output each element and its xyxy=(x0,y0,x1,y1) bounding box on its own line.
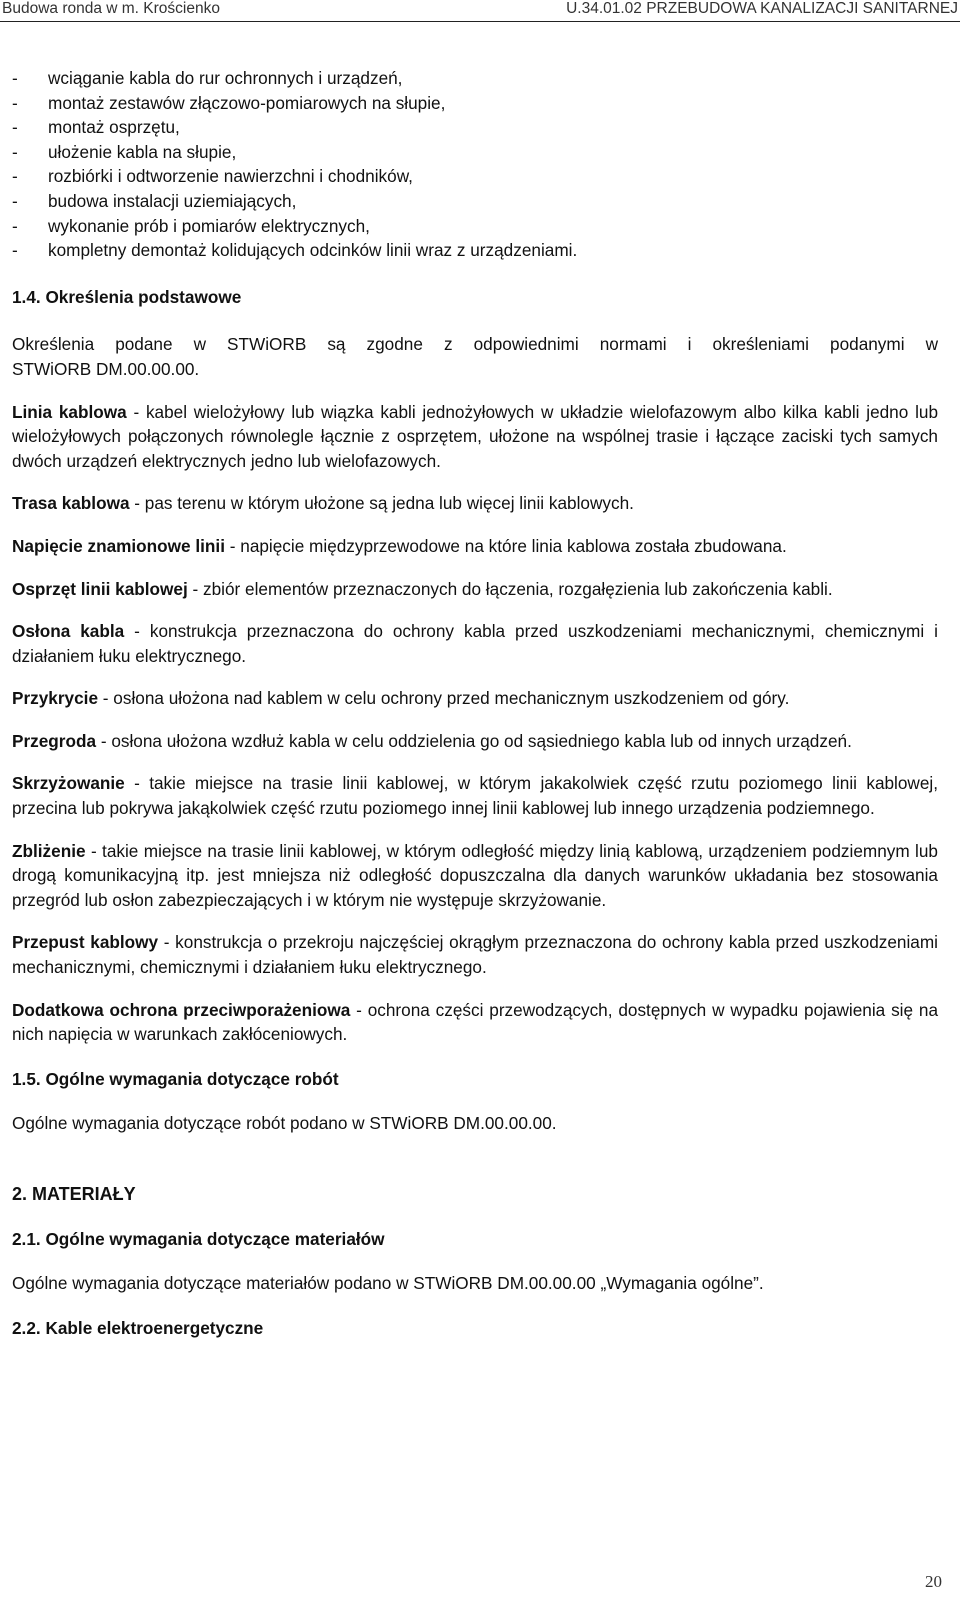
section-heading-2-1: 2.1. Ogólne wymagania dotyczące materiałów xyxy=(12,1228,385,1249)
definition-term: Osprzęt linii kablowej xyxy=(12,578,188,599)
section-1-5-text: Ogólne wymagania dotyczące robót podano w STWiORB DM.00.00.00. xyxy=(12,1113,557,1134)
definition-term: Dodatkowa ochrona przeciwporażeniowa xyxy=(12,999,351,1020)
section-1-4-intro-line1: Określenia podane w STWiORB są zgodne z odpowiednimi normami i określeniami podanymi w xyxy=(12,334,938,355)
list-item xyxy=(12,115,938,140)
definition-trasa-kablowa xyxy=(12,491,938,516)
list-dash: - xyxy=(12,117,18,138)
list-dash: - xyxy=(12,190,18,211)
definition-przegroda xyxy=(12,729,938,754)
header-project-title: Budowa ronda w m. Krościenko xyxy=(2,0,220,17)
definition-dodatkowa-ochrona xyxy=(12,998,938,1047)
definition-osprzet xyxy=(12,577,938,602)
list-dash: - xyxy=(12,68,18,88)
definition-term: Przepust kablowy xyxy=(12,932,159,953)
definition-text: - zbiór elementów przeznaczonych do łączenia, rozgałęzienia lub zakończenia kabli. xyxy=(187,578,833,599)
list-dash: - xyxy=(12,215,18,236)
list-item-text: montaż zestawów złączowo-pomiarowych na słupie, xyxy=(48,92,446,113)
definition-text: - pas terenu w którym ułożone są jedna lub więcej linii kablowych. xyxy=(129,493,634,514)
definition-term: Skrzyżowanie xyxy=(12,773,125,794)
definition-term: Przegroda xyxy=(12,730,97,751)
work-scope-list xyxy=(12,66,938,263)
definition-skrzyzowanie xyxy=(12,771,938,820)
list-item xyxy=(12,164,938,189)
list-item-text: montaż osprzętu, xyxy=(48,117,180,138)
definition-text: - osłona ułożona wzdłuż kabla w celu oddzielenia go od sąsiedniego kabla lub od innych urządzeń. xyxy=(96,730,852,751)
definition-text: - konstrukcja przeznaczona do ochrony kabla przed uszkodzeniami mechanicznymi, chemicznymi i działaniem łuku elektrycznego. xyxy=(12,621,938,666)
list-item-text: budowa instalacji uziemiających, xyxy=(48,190,297,211)
definition-term: Trasa kablowa xyxy=(12,493,130,514)
list-item-text: wciąganie kabla do rur ochronnych i urządzeń, xyxy=(48,68,403,88)
definition-text: - kabel wielożyłowy lub wiązka kabli jednożyłowych w układzie wielofazowym albo kilka kabli jedno lub wielożyłowych połączonych równolegle łącznie z osprzętem, ułożone na wspólnej trasie i łączące zaciski tych samych dwóch urządzeń elektrycznych jedno lub wielofazowych. xyxy=(12,401,939,471)
header-spec-code: U.34.01.02 PRZEBUDOWA KANALIZACJI SANITARNEJ xyxy=(566,0,958,17)
definition-text: - takie miejsce na trasie linii kablowej, w którym jakakolwiek część rzutu poziomego linii kablowej, przecina lub pokrywa jakąkolwiek część rzutu poziomego innej linii kablowej lub innego urządzenia podziemnego. xyxy=(12,773,938,819)
list-item xyxy=(12,66,938,91)
list-dash: - xyxy=(12,166,18,187)
list-item-text: rozbiórki i odtworzenie nawierzchni i chodników, xyxy=(48,166,413,187)
definition-text: - napięcie międzyprzewodowe na które linia kablowa została zbudowana. xyxy=(224,535,787,556)
list-item-text: ułożenie kabla na słupie, xyxy=(48,141,237,162)
definition-term: Napięcie znamionowe linii xyxy=(12,535,225,556)
list-item xyxy=(12,214,938,239)
list-item-text: wykonanie prób i pomiarów elektrycznych, xyxy=(48,215,370,236)
section-1-4-intro-line2: STWiORB DM.00.00.00. xyxy=(12,358,200,379)
definition-linia-kablowa xyxy=(12,400,938,474)
list-item xyxy=(12,91,938,116)
section-2-1-text: Ogólne wymagania dotyczące materiałów podano w STWiORB DM.00.00.00 „Wymagania ogólne”. xyxy=(12,1273,764,1294)
list-item-text: kompletny demontaż kolidujących odcinków linii wraz z urządzeniami. xyxy=(48,240,578,261)
page-number: 20 xyxy=(925,1572,942,1591)
definition-text: - ochrona części przewodzących, dostępnych w wypadku pojawienia się na nich napięcia w warunkach zakłóceniowych. xyxy=(12,999,939,1045)
list-dash: - xyxy=(12,92,18,113)
definition-napiecie-znamionowe xyxy=(12,534,938,559)
definition-przepust-kablowy xyxy=(12,930,938,979)
definition-text: - konstrukcja o przekroju najczęściej okrągłym przeznaczona do ochrony kabla przed uszkodzeniami mechanicznymi, chemicznymi i działaniem łuku elektrycznego. xyxy=(12,932,938,978)
list-item xyxy=(12,238,938,263)
definition-term: Osłona kabla xyxy=(12,621,125,642)
document-body xyxy=(12,66,938,1340)
list-dash: - xyxy=(12,240,18,261)
section-heading-1-4: 1.4. Określenia podstawowe xyxy=(12,286,242,307)
definition-term: Przykrycie xyxy=(12,688,99,709)
definition-przykrycie xyxy=(12,686,938,711)
page-header xyxy=(0,0,960,22)
definition-oslona-kabla xyxy=(12,619,938,668)
section-heading-1-5: 1.5. Ogólne wymagania dotyczące robót xyxy=(12,1068,339,1089)
section-heading-2-2: 2.2. Kable elektroenergetyczne xyxy=(12,1317,264,1338)
definition-text: - osłona ułożona nad kablem w celu ochrony przed mechanicznym uszkodzeniem od góry. xyxy=(98,688,790,709)
list-dash: - xyxy=(12,141,18,162)
definition-term: Zbliżenie xyxy=(12,840,86,861)
list-item xyxy=(12,140,938,165)
definition-zblizenie xyxy=(12,839,938,913)
definition-text: - takie miejsce na trasie linii kablowej, w którym odległość między linią kablową, urządzeniem podziemnym lub drogą komunikacyjną itp. jest mniejsza niż odległość dopuszczalna dla danych warunków układania bez stosowania przegród lub osłon zabezpieczających i w którym nie występuje skrzyżowanie. xyxy=(12,840,938,910)
definition-term: Linia kablowa xyxy=(12,401,127,422)
section-heading-2: 2. MATERIAŁY xyxy=(12,1184,136,1204)
list-item xyxy=(12,189,938,214)
